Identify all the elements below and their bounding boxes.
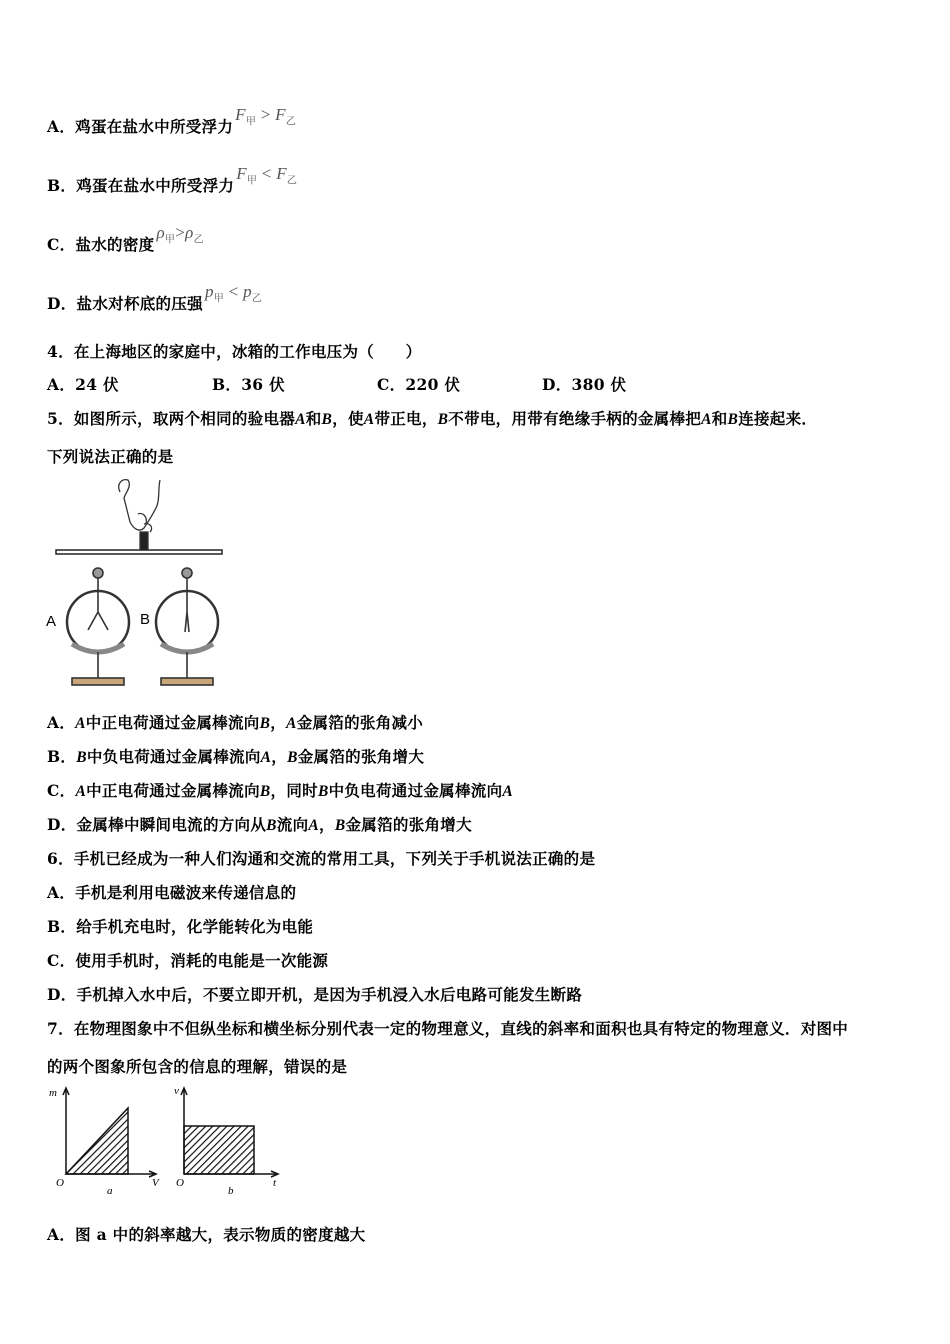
q4-options — [47, 373, 626, 395]
electroscope-b — [156, 568, 218, 685]
q5-stem-line2: 下列说法正确的是 — [47, 447, 174, 466]
q7-option-a: A．图 a 中的斜率越大，表示物质的密度越大 — [47, 1225, 366, 1244]
q4-stem: 4．在上海地区的家庭中，冰箱的工作电压为（ ） — [47, 342, 422, 361]
q3-option-c-text: 盐水的密度 — [75, 235, 155, 254]
q5-option-c: C．A中正电荷通过金属棒流向B，同时B中负电荷通过金属棒流向A — [47, 781, 514, 800]
graph-b-caption: b — [228, 1185, 234, 1197]
graph-a — [63, 1088, 156, 1177]
electroscope-a-label: A — [46, 613, 57, 630]
q6-option-b: B．给手机充电时，化学能转化为电能 — [47, 917, 314, 936]
q6-stem: 6．手机已经成为一种人们沟通和交流的常用工具，下列关于手机说法正确的是 — [47, 849, 596, 868]
q5-stem: 5．如图所示，取两个相同的验电器A和B，使A带正电，B不带电，用带有绝缘手柄的金属棒把A和B连接起来． — [47, 409, 818, 428]
q3-option-c-formula: $\rho_甲>\rho_乙$ — [156, 223, 204, 246]
q3-option-d-text: 盐水对杯底的压强 — [76, 294, 203, 313]
graphs-figure — [44, 1082, 294, 1200]
q7-stem-line2: 的两个图象所包含的信息的理解，错误的是 — [47, 1057, 348, 1076]
q6-option-a: A．手机是利用电磁波来传递信息的 — [47, 883, 297, 902]
q3-option-a — [47, 105, 297, 139]
q5-option-a: A．A中正电荷通过金属棒流向B，A金属箔的张角减小 — [47, 713, 424, 732]
q4-option-d: D．380 伏 — [542, 375, 627, 394]
electroscope-b-label: B — [140, 611, 151, 628]
electroscope-a — [67, 568, 129, 685]
graph-b-y-label: v — [174, 1085, 179, 1097]
q3-option-a-letter: A． — [47, 117, 76, 136]
q4-option-a: A．24 伏 — [47, 375, 119, 394]
q3-option-b-text: 鸡蛋在盐水中所受浮力 — [76, 176, 235, 195]
electroscope-figure — [42, 474, 232, 692]
q3-option-b — [47, 164, 298, 198]
graph-b-origin: O — [176, 1177, 184, 1189]
q3-option-a-formula: $F_甲 > F_乙$ — [235, 105, 297, 128]
q3-option-d — [47, 282, 263, 316]
q3-option-c — [47, 223, 204, 257]
metal-rod — [56, 550, 222, 554]
q4-option-c: C．220 伏 — [377, 375, 461, 394]
q6-option-d: D．手机掉入水中后，不要立即开机，是因为手机浸入水后电路可能发生断路 — [47, 985, 583, 1004]
q3-option-d-letter: D． — [47, 294, 77, 313]
q3-option-b-formula: $F_甲 < F_乙$ — [236, 164, 298, 187]
q3-option-b-letter: B． — [47, 176, 77, 195]
graph-b — [181, 1088, 278, 1177]
hand-drawing — [119, 480, 160, 552]
q7-stem-line1: 7．在物理图象中不但纵坐标和横坐标分别代表一定的物理意义，直线的斜率和面积也具有特定的物理意义．对图中 — [47, 1019, 849, 1038]
q6-option-c: C．使用手机时，消耗的电能是一次能源 — [47, 951, 329, 970]
q3-option-a-text: 鸡蛋在盐水中所受浮力 — [75, 117, 234, 136]
q3-option-d-formula: $p_甲 < p_乙$ — [204, 282, 263, 305]
graph-a-origin: O — [56, 1177, 64, 1189]
q3-option-c-letter: C． — [47, 235, 76, 254]
graph-b-x-label: t — [273, 1177, 277, 1189]
q5-option-b: B．B中负电荷通过金属棒流向A，B金属箔的张角增大 — [47, 747, 425, 766]
q5-option-d: D．金属棒中瞬间电流的方向从B流向A，B金属箔的张角增大 — [47, 815, 472, 834]
graph-a-y-label: m — [49, 1087, 57, 1099]
graph-a-x-label: V — [152, 1177, 159, 1189]
graph-a-caption: a — [107, 1185, 113, 1197]
q4-option-b: B．36 伏 — [212, 375, 285, 394]
